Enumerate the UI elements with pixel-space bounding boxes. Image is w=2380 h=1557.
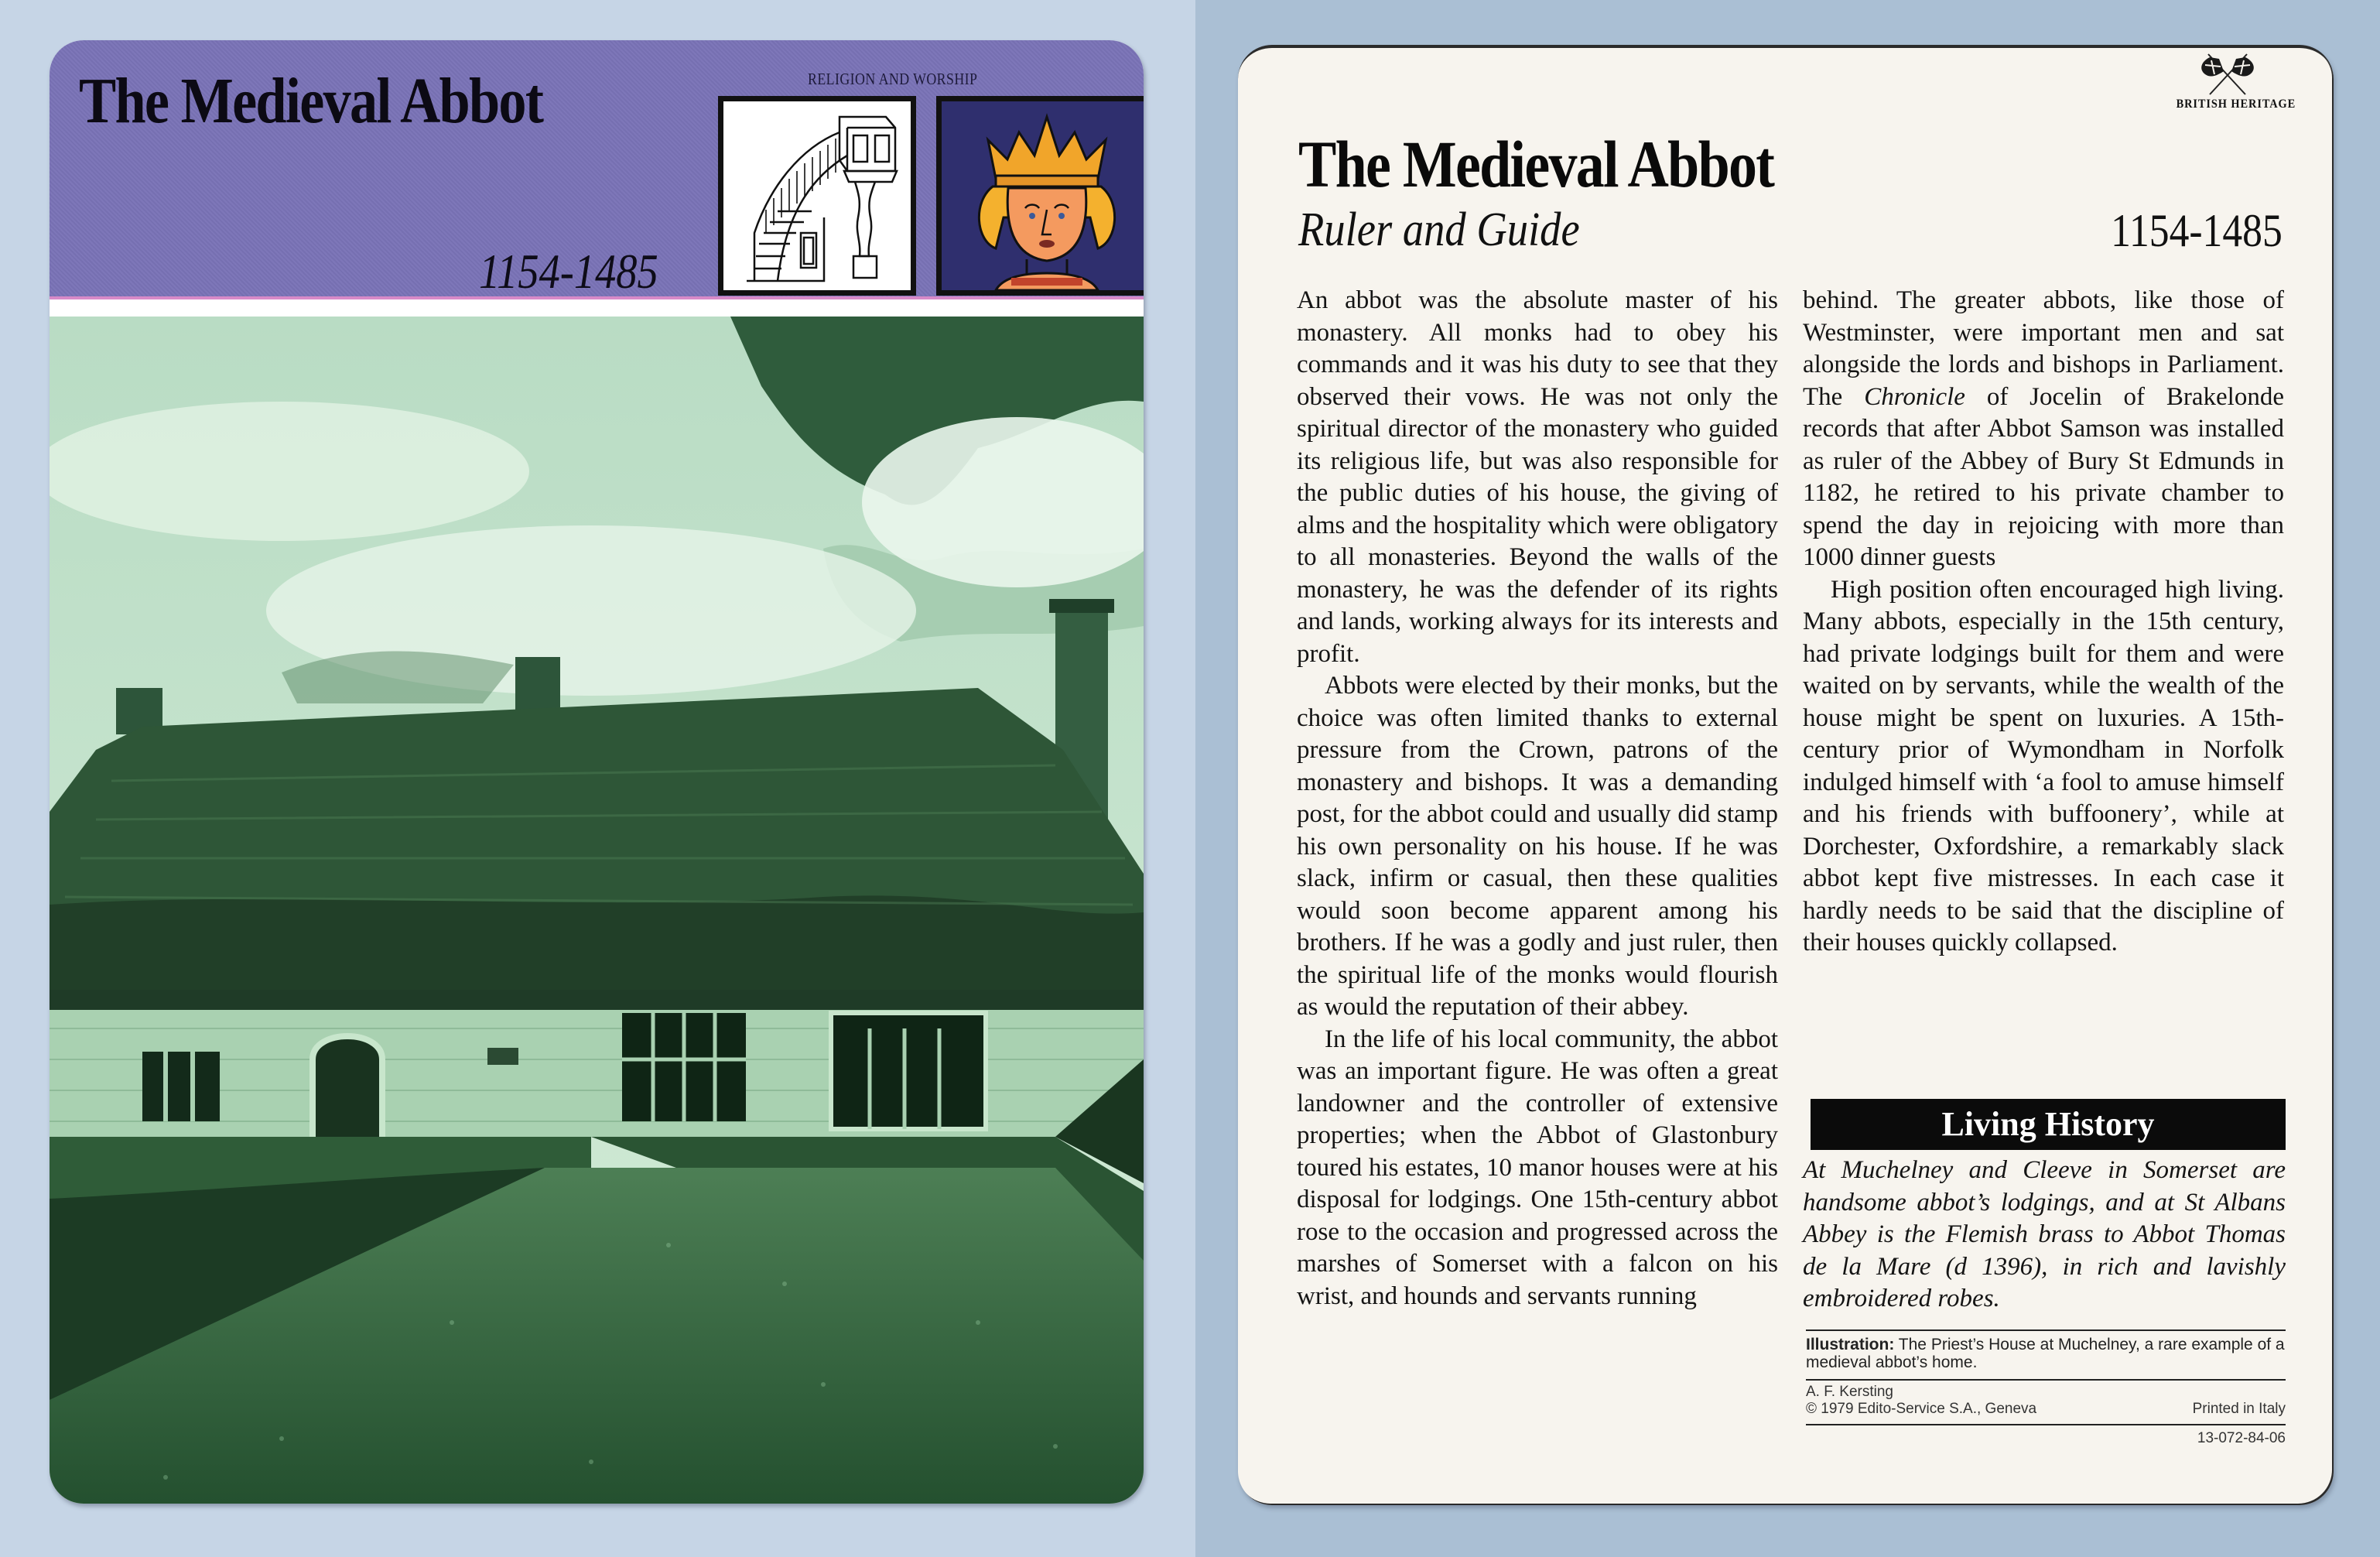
body-column-2 (1803, 285, 2284, 960)
illustration-text: The Priest’s House at Muchelney, a rare example of a medieval abbot’s home. (1806, 1336, 2285, 1371)
copyright-text: © 1979 Edito-Service S.A., Geneva (1806, 1401, 2037, 1417)
illustration-label: Illustration: (1806, 1336, 1895, 1353)
card-code: 13-072-84-06 (2197, 1430, 2286, 1446)
british-heritage-logo (2170, 51, 2296, 111)
body-paragraph: In the life of his local community, the abbot was an important figure. He was often a great landowner and the controller of extensive properties; when the Abbot of Glastonbury toured his estates, 10 manor houses were at his disposal for lodgings. One 15th-century abbot rose to the occasion and progressed across the marshes of Somerset with a falcon on his wrist, and hounds and servants running (1297, 1025, 1778, 1310)
printed-in-text: Printed in Italy (2192, 1401, 2286, 1417)
photographer-credit: A. F. Kersting (1806, 1384, 1893, 1400)
living-history-text: At Muchelney and Cleeve in Somerset are handsome abbot’s lodgings, and at St Albans Abbey is the Flemish brass to Abbot Thomas de la Mare (d 1396), in rich and lavishly embroidered robes. (1803, 1156, 2286, 1312)
body-paragraph: An abbot was the absolute master of his monastery. All monks had to obey his commands and it was his duty to see that they observed their vows. He was not only the spiritual director of the monastery who guided its religious life, but was also responsible for the public duties of his house, the giving of alms and the hospitality which were obligatory to all monasteries. Beyond the walls of the monastery, he was the defender of its rights and lands, working always for its interests and profit. (1297, 286, 1778, 668)
crowned-figure-icon (936, 96, 1144, 296)
divider (1806, 1329, 2286, 1331)
body-paragraph: Abbots were elected by their monks, but the choice was often limited thanks to external pressure from the Crown, patrons of the monastery and bishops. It was a demanding post, for the abbot could and usually did stamp his own personality on his house. If he was slack, infirm or casual, then these qualities would soon become apparent among his brothers. If he was a godly and just ruler, then the spiritual life of the monks would flourish as would the reputation of their abbey. (1297, 672, 1778, 1021)
crossed-flags-icon (2193, 51, 2262, 98)
front-title: The Medieval Abbot (79, 65, 543, 137)
divider (1806, 1379, 2286, 1381)
card-back (1238, 45, 2334, 1505)
credits (1806, 1384, 2286, 1418)
illustration-caption (1806, 1336, 2286, 1371)
body-paragraph (1803, 285, 2284, 574)
house-photo (50, 317, 1144, 1504)
text-run: of Jocelin of Brakelonde records that after Abbot Samson was installed as ruler of the Abbey of Bury St Edmunds in 1182, he retired to his private chamber to spend the day in rejoicing with more than 1000 dinner guests (1803, 382, 2285, 571)
front-date-range: 1154-1485 (479, 244, 658, 299)
text-run: behind. The greater abbots, like those of Westminster, were important men and sat alongside the lords and bishops in Parliament. The (1803, 286, 2284, 411)
back-date-range: 1154-1485 (2111, 205, 2283, 256)
card-front (50, 40, 1144, 1504)
living-history-heading: Living History (1811, 1099, 2286, 1150)
back-title: The Medieval Abbot (1298, 127, 1774, 201)
category-label: RELIGION AND WORSHIP (808, 70, 978, 88)
back-subtitle: Ruler and Guide (1298, 204, 1580, 256)
body-paragraph: High position often encouraged high living. Many abbots, especially in the 15th century, had private lodgings built for them and were waited on by servants, while the wealth of the house might be spent on luxuries. A 15th-century prior of Wymondham in Norfolk indulged himself with ‘a fool to amuse himself and his friends with buffoonery’, while at Dorchester, Oxfordshire, a remarkably slack abbot kept five mistresses. In each case it hardly needs to be said that the discipline of their houses quickly collapsed. (1803, 575, 2284, 956)
body-column-1 (1297, 285, 1778, 1312)
divider (1806, 1424, 2286, 1425)
pulpit-icon (718, 96, 916, 296)
chronicle-italic: Chronicle (1864, 382, 1965, 411)
logo-text: BRITISH HERITAGE (2176, 98, 2296, 111)
header-white-band (50, 299, 1144, 317)
